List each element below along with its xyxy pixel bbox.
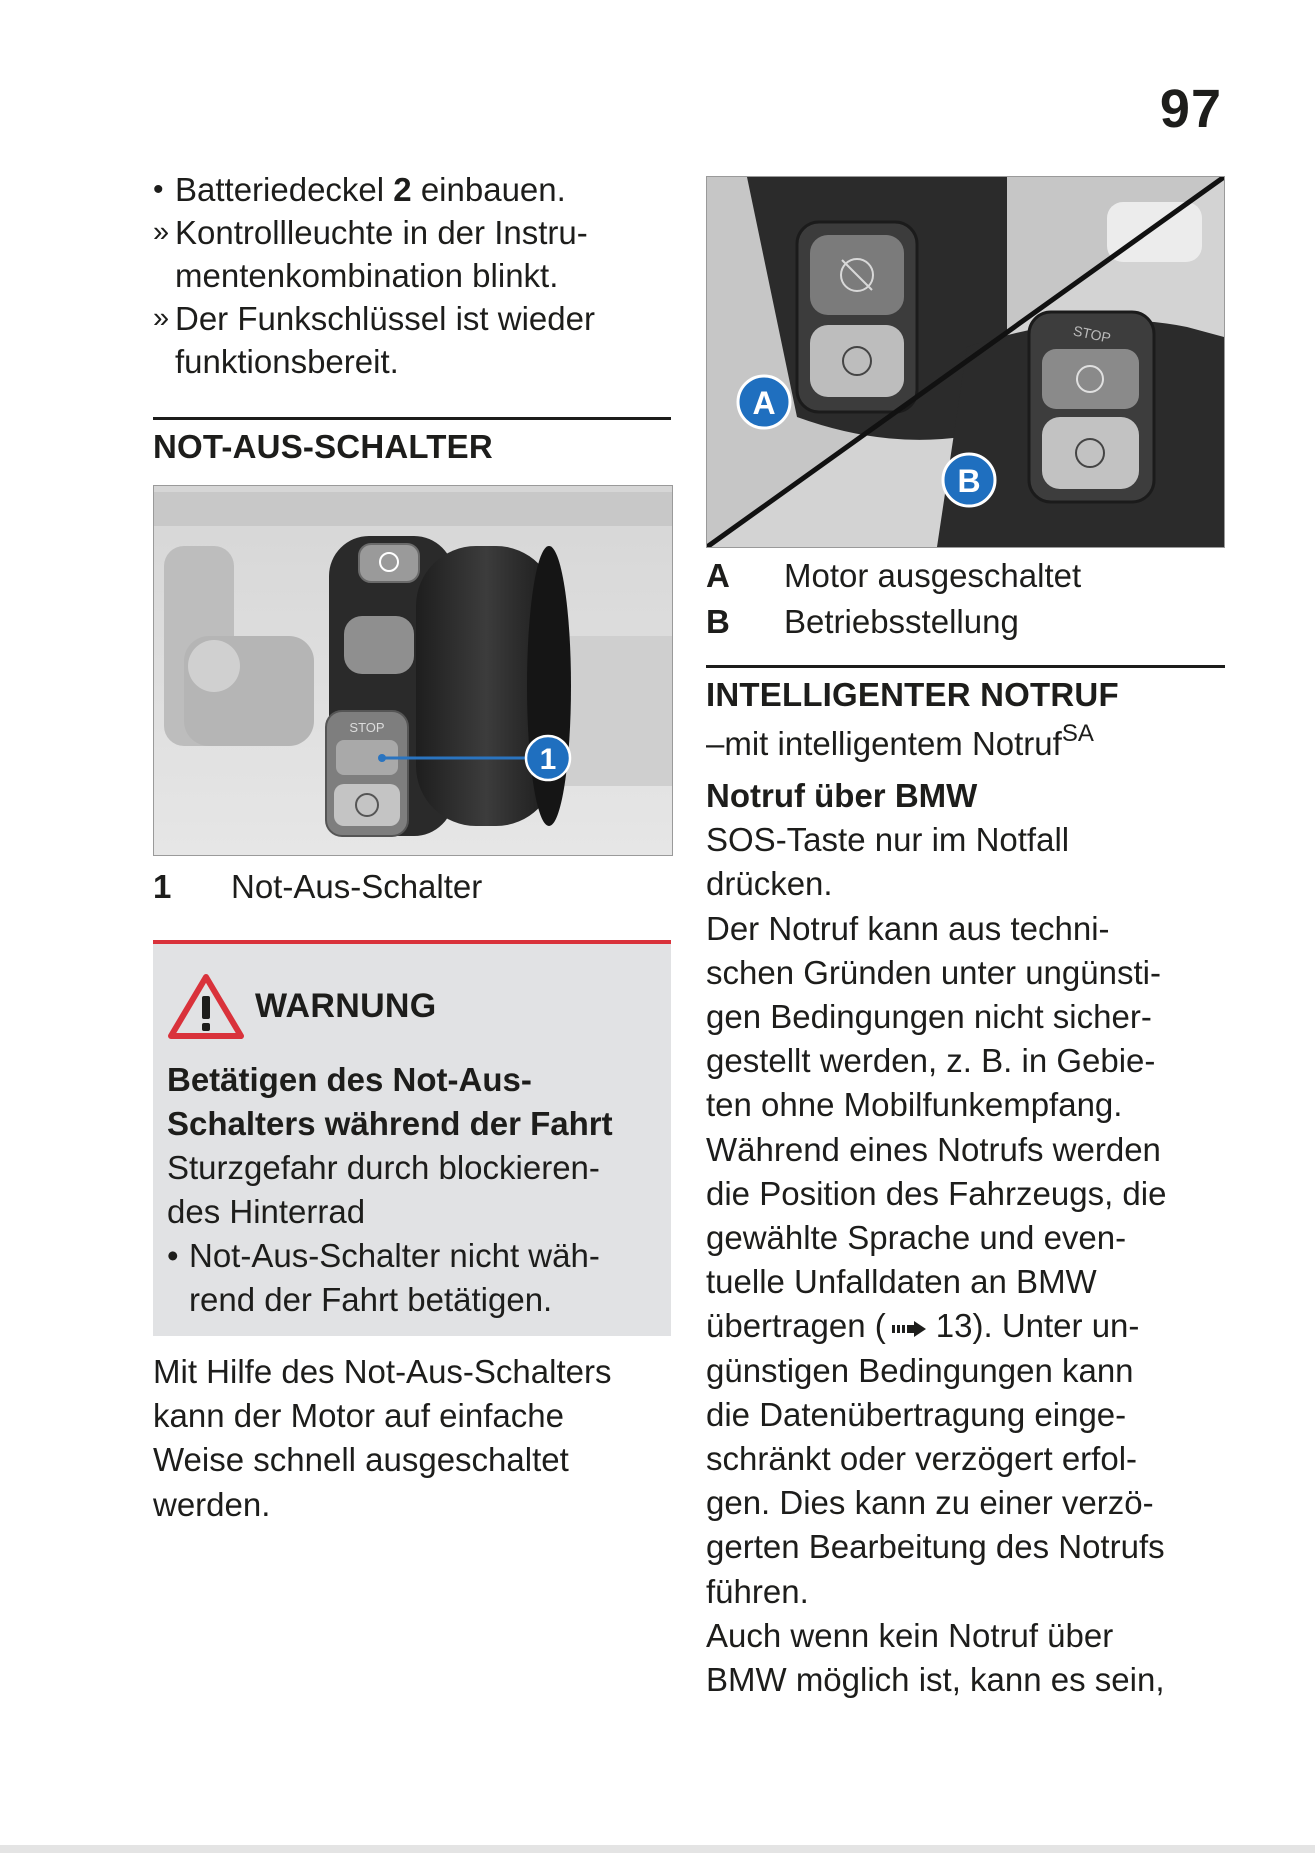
warning-text-line: Sturzgefahr durch blockieren-	[167, 1149, 600, 1186]
warning-triangle-icon	[167, 972, 245, 1040]
list-item-text: mentenkombination blinkt.	[175, 257, 559, 294]
page-edge	[0, 1845, 1315, 1853]
callout-a: A	[752, 385, 776, 421]
list-item-ref-number: 2	[393, 171, 412, 208]
battery-instruction-list	[153, 168, 671, 383]
paragraph-line: Während eines Notrufs werden	[706, 1130, 1161, 1168]
paragraph-line: kann der Motor auf einfache	[153, 1397, 564, 1435]
warning-bullet	[167, 1234, 657, 1322]
warning-box	[153, 940, 671, 1336]
warning-subtitle	[167, 1058, 657, 1146]
figure-switch-positions	[706, 176, 1225, 548]
special-equipment-marker: SA	[1061, 720, 1094, 747]
figure-legend	[153, 864, 671, 910]
stop-label: STOP	[1071, 322, 1113, 346]
paragraph-line: werden.	[153, 1485, 271, 1523]
stop-label: STOP	[349, 720, 385, 735]
list-item	[153, 211, 671, 254]
paragraph-line: gewählte Sprache und even-	[706, 1219, 1127, 1257]
list-item-continuation	[153, 340, 671, 383]
bullet-marker: •	[153, 173, 164, 206]
paragraph-line: schen Gründen unter ungünsti-	[706, 953, 1161, 991]
paragraph-line: gestellt werden, z. B. in Gebie-	[706, 1042, 1156, 1080]
list-item-text: Batteriedeckel	[175, 171, 394, 208]
result-marker: »	[153, 216, 170, 248]
paragraph-line: Weise schnell ausgeschaltet	[153, 1441, 569, 1479]
paragraph-line: die Datenübertragung einge-	[706, 1395, 1127, 1433]
warning-subtitle-line: Schalters während der Fahrt	[167, 1105, 613, 1142]
page-reference-arrow-icon	[892, 1320, 928, 1338]
paragraph-line: günstigen Bedingungen kann	[706, 1351, 1134, 1389]
section-title-not-aus: NOT-AUS-SCHALTER	[153, 428, 493, 465]
warning-header	[167, 972, 657, 1040]
page-reference[interactable]: 13). Unter un-	[935, 1307, 1140, 1345]
section-title-notruf: INTELLIGENTER NOTRUF	[706, 676, 1119, 713]
warning-title: WARNUNG	[255, 986, 437, 1025]
list-item-text: funktionsbereit.	[175, 343, 399, 380]
paragraph-line: BMW möglich ist, kann es sein,	[706, 1661, 1165, 1699]
paragraph-line: Der Notruf kann aus techni-	[706, 909, 1110, 947]
paragraph-line: tuelle Unfalldaten an BMW	[706, 1263, 1097, 1301]
legend-value: Motor ausgeschaltet	[784, 557, 1082, 594]
paragraph-line: gen. Dies kann zu einer verzö-	[706, 1484, 1154, 1522]
section-rule	[153, 417, 671, 420]
kill-switch-paragraph	[153, 1350, 671, 1527]
bullet-marker: •	[167, 1237, 179, 1274]
paragraph-line: SOS-Taste nur im Notfall	[706, 821, 1070, 859]
callout-1: 1	[539, 743, 557, 776]
paragraph-line: die Position des Fahrzeugs, die	[706, 1174, 1167, 1212]
subheading-notruf-bmw: Notruf über BMW	[706, 777, 978, 815]
paragraph-line: drücken.	[706, 865, 833, 903]
notruf-text	[706, 818, 1225, 1702]
legend-key: B	[706, 603, 730, 640]
paragraph-text: übertragen	[706, 1307, 866, 1345]
list-item	[153, 297, 671, 340]
paragraph-text: (	[874, 1307, 886, 1345]
switch-positions-illustration	[707, 177, 1224, 547]
list-item-text: einbauen.	[411, 171, 566, 208]
paragraph-line: schränkt oder verzögert erfol-	[706, 1440, 1138, 1478]
legend-key: A	[706, 557, 730, 594]
warning-text-line: des Hinterrad	[167, 1193, 366, 1230]
paragraph-line: Auch wenn kein Notruf über	[706, 1616, 1114, 1654]
kill-switch-illustration	[154, 486, 672, 855]
paragraph-line: gerten Bearbeitung des Notrufs	[706, 1528, 1165, 1566]
result-marker: »	[153, 302, 170, 334]
right-column	[706, 176, 1225, 1702]
paragraph-line: gen Bedingungen nicht sicher-	[706, 998, 1152, 1036]
variant-text: –mit intelligentem Notruf	[706, 725, 1062, 762]
figure-kill-switch	[153, 485, 673, 856]
callout-b: B	[957, 463, 981, 499]
paragraph-line: ten ohne Mobilfunkempfang.	[706, 1086, 1123, 1124]
legend-key: 1	[153, 868, 172, 905]
variant-line	[706, 722, 1225, 766]
list-item	[153, 168, 671, 211]
section-rule	[706, 665, 1225, 668]
left-column	[153, 168, 671, 1527]
list-item-text: Der Funkschlüssel ist wieder	[175, 300, 595, 337]
paragraph-line-with-reference	[706, 1304, 1225, 1348]
warning-subtitle-line: Betätigen des Not-Aus-	[167, 1061, 532, 1098]
figure-legend	[706, 553, 1225, 645]
legend-value: Not-Aus-Schalter	[231, 868, 483, 905]
paragraph-line: Mit Hilfe des Not-Aus-Schalters	[153, 1353, 612, 1390]
paragraph-line: führen.	[706, 1572, 809, 1610]
page-number: 97	[1159, 79, 1222, 139]
list-item-text: Kontrollleuchte in der Instru-	[175, 214, 588, 251]
list-item-continuation	[153, 254, 671, 297]
warning-text	[167, 1146, 657, 1234]
legend-value: Betriebsstellung	[784, 603, 1019, 640]
warning-bullet-line: Not-Aus-Schalter nicht wäh-	[189, 1237, 600, 1274]
warning-bullet-line: rend der Fahrt betätigen.	[189, 1281, 553, 1318]
